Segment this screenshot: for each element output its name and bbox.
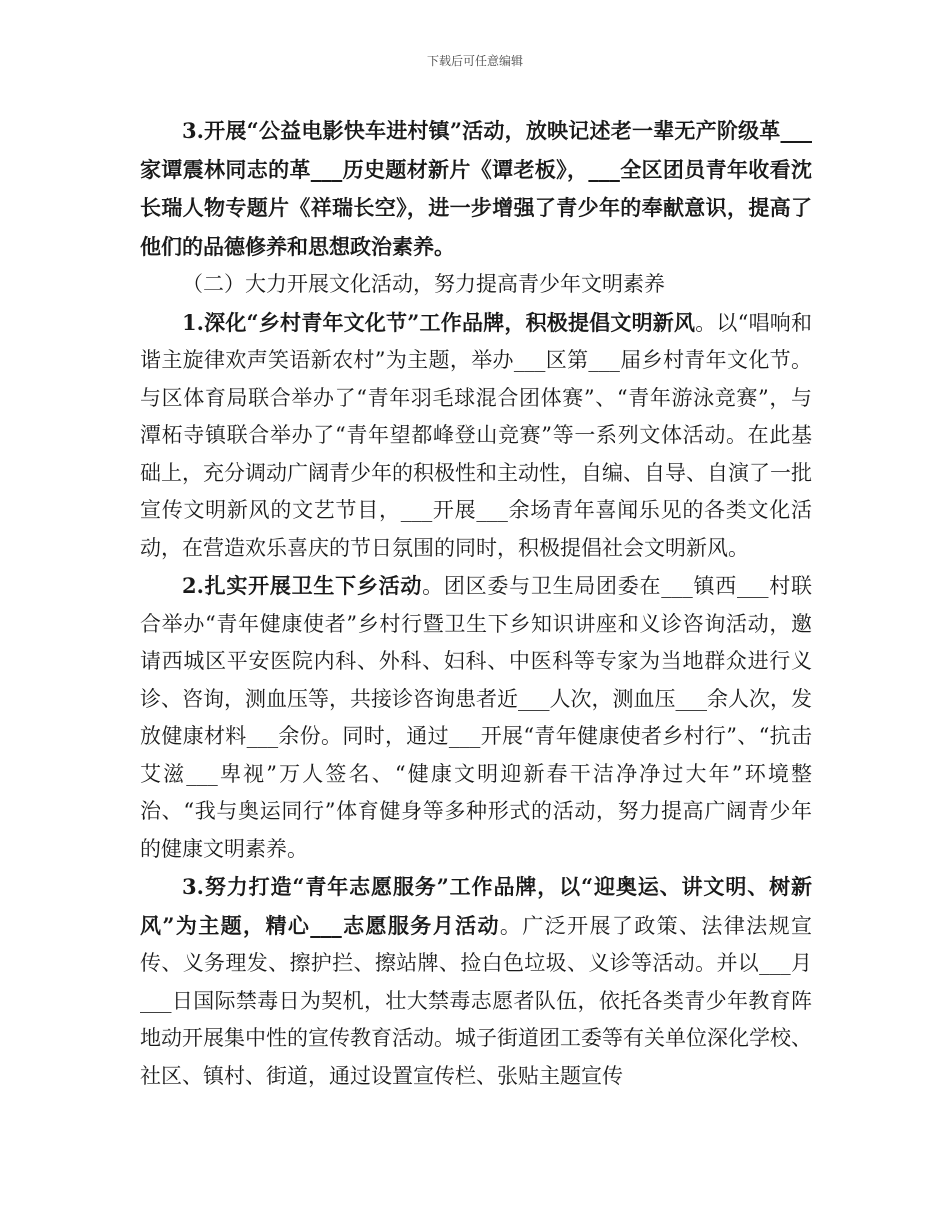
paragraph-text: 。以“唱响和谐主旋律欢声笑语新农村”为主题，举办___区第___届乡村青年文化节。与区体育局联合举办了“青年羽毛球混合团体赛”、“青年游泳竞赛”，与潭柘寺镇联合举办了“青年望都峰登山竞赛”等一系列文体活动。在此基础上，充分调动广阔青少年的积极性和主动性，自编、自导、自演了一批宣传文明新风的文艺节目，___开展___余场青年喜闻乐见的各类文化活动，在营造欢乐喜庆的节日氛围的同时，积极提倡社会文明新风。 — [140, 310, 812, 560]
paragraph-volunteer-service — [140, 868, 812, 1095]
page-header: 下载后可任意编辑 — [426, 54, 523, 68]
paragraph-lead: 2.扎实开展卫生下乡活动 — [182, 573, 423, 598]
section-heading: （二）大力开展文化活动，努力提高青少年文明素养 — [182, 272, 665, 296]
paragraph-text: 。团区委与卫生局团委在___镇西___村联合举办“青年健康使者”乡村行暨卫生下乡知识讲座和义诊咨询活动，邀请西城区平安医院内科、外科、妇科、中医科等专家为当地群众进行义诊、咨询，测血压等，共接诊咨询患者近___人次，测血压___余人次，发放健康材料___余份。同时，通过___开展“青年健康使者乡村行”、“抗击艾滋___卑视”万人签名、“健康文明迎新春干洁净净过大年”环境整治、“我与奥运同行”体育健身等多种形式的活动，努力提高广阔青少年的健康文明素养。 — [140, 574, 812, 861]
paragraph-film-activity — [140, 112, 812, 266]
paragraph-text: 3.开展“公益电影快车进村镇”活动，放映记述老一辈无产阶级革___家谭震林同志的革___历史题材新片《谭老板》，___全区团员青年收看沈长瑞人物专题片《祥瑞长空》，进一步增强了青少年的奉献意识，提高了他们的品德修养和思想政治素养。 — [140, 118, 812, 259]
paragraph-lead: 1.深化“乡村青年文化节”工作品牌，积极提倡文明新风 — [182, 309, 696, 335]
paragraph-text: 。广泛开展了政策、法律法规宣传、义务理发、擦护拦、擦站牌、捡白色垃圾、义诊等活动。并以___月___日国际禁毒日为契机，壮大禁毒志愿者队伍，依托各类青少年教育阵地动开展集中性的宣传教育活动。城子街道团工委等有关单位深化学校、社区、镇村、街道，通过设置宣传栏、张贴主题宣传 — [140, 913, 813, 1088]
paragraph-health-activity — [140, 567, 812, 868]
paragraph-culture-festival — [140, 304, 812, 568]
paragraph-lead: 3.努力打造“青年志愿服务”工作品牌，以“迎奥运、讲文明、树新风”为主题，精心___志愿服务月活动 — [140, 874, 812, 938]
document-body — [140, 112, 812, 1095]
